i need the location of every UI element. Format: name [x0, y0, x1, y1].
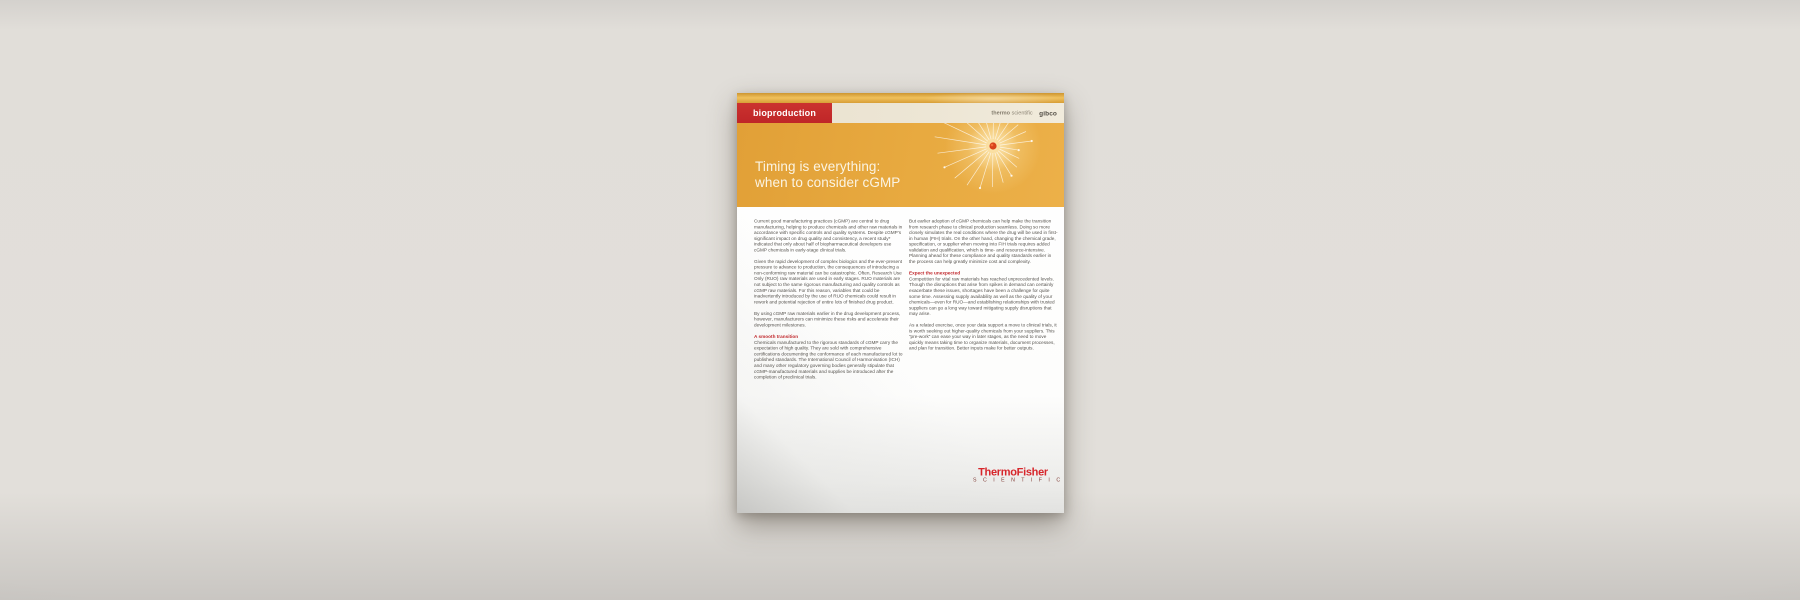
page-title — [755, 159, 900, 190]
thermo-scientific-logo: thermo scientific — [991, 110, 1033, 116]
document-page — [737, 93, 1064, 513]
thermofisher-logo — [973, 465, 1063, 489]
body-column-right — [909, 218, 1060, 438]
paragraph: Competition for vital raw materials has reached unprecedented levels. Though the disruptions that arise from spikes in demand can certainly exacerbate these issues, shortages have been a challenge for quite some time. Assessing supply availability as well as the quality of your chemicals—even for RUO—and establishing relationships with trusted suppliers can go a long way toward mitigating supply disruptions that may arise. — [909, 275, 1055, 317]
page-title-line1: Timing is everything: — [755, 159, 881, 174]
gibco-logo: gibco — [1039, 109, 1057, 117]
bioproduction-badge — [737, 103, 832, 123]
section-heading-smooth-transition: A smooth transition — [754, 333, 799, 339]
paragraph: As a related exercise, once your data support a move to clinical trials, it is worth seeking out higher-quality chemicals from your suppliers. This “pre-work” can ease your way in later stages, as the need to move quickly means taking time to organize materials, document processes, and plan for transition. Better inputs make for better outputs. — [909, 322, 1057, 351]
page-title-line2: when to consider cGMP — [755, 174, 901, 190]
header-logos — [937, 103, 1064, 123]
starburst-rays — [935, 123, 1033, 189]
starburst-center-dot — [989, 142, 996, 149]
paragraph: By using cGMP raw materials earlier in the drug development process, however, manufacturers can minimize these risks and accelerate their development milestones. — [754, 310, 901, 328]
body-column-left — [754, 218, 904, 478]
thermofisher-wordmark: ThermoFisher — [978, 465, 1048, 478]
starburst-center-highlight — [991, 144, 994, 147]
thermofisher-scientific-text: S C I E N T I F I C — [973, 477, 1063, 483]
paragraph: Current good manufacturing practices (cGMP) are central to drug manufacturing, helping to produce chemicals and other raw materials in accordance with specific controls and quality systems. Despite cGMP’s significant impact on drug quality and consistency, a recent study* indicated that only about half of biopharmaceutical developers use cGMP chemicals in early-stage clinical trials. — [754, 218, 903, 253]
paragraph: Chemicals manufactured to the rigorous standards of cGMP carry the expectation of high quality. They are sold with comprehensive certifications documenting the conformance of each manufactured lot to published standards. The International Council of Harmonisation (ICH) and many other regulatory governing bodies generally stipulate that cGMP-manufactured materials and supplies be introduced after the completion of preclinical trials. — [754, 339, 903, 380]
paragraph: But earlier adoption of cGMP chemicals can help make the transition from research phase to clinical production seamless. Doing so more closely simulates the real conditions where the drug will be used in first-in human (FIH) trials. On the other hand, changing the chemical grade, specification, or supplier when moving into FIH trials requires added validation and qualification, which is time- and resource-intensive. Planning ahead for these compliance and quality standards earlier in the process can help greatly minimize cost and complexity. — [909, 218, 1058, 264]
bioproduction-badge-label: bioproduction — [752, 108, 817, 118]
document-header-band — [737, 103, 1064, 123]
section-heading-expect-unexpected: Expect the unexpected — [909, 269, 961, 276]
paragraph: Given the rapid development of complex biologics and the ever-present pressure to advance to production, the consequences of introducing a non-conforming raw material can be catastrophic. Often, Research Use Only (RUO) raw materials are used in early stages. RUO materials are not subject to the same rigorous manufacturing and quality controls as cGMP raw materials. For this reason, variables that could be inadvertently introduced by the use of RUO chemicals could result in rework and potential rejection of entire lots of finished drug product. — [754, 258, 903, 305]
hero-banner — [737, 123, 1064, 207]
top-gold-strip — [737, 93, 1064, 103]
